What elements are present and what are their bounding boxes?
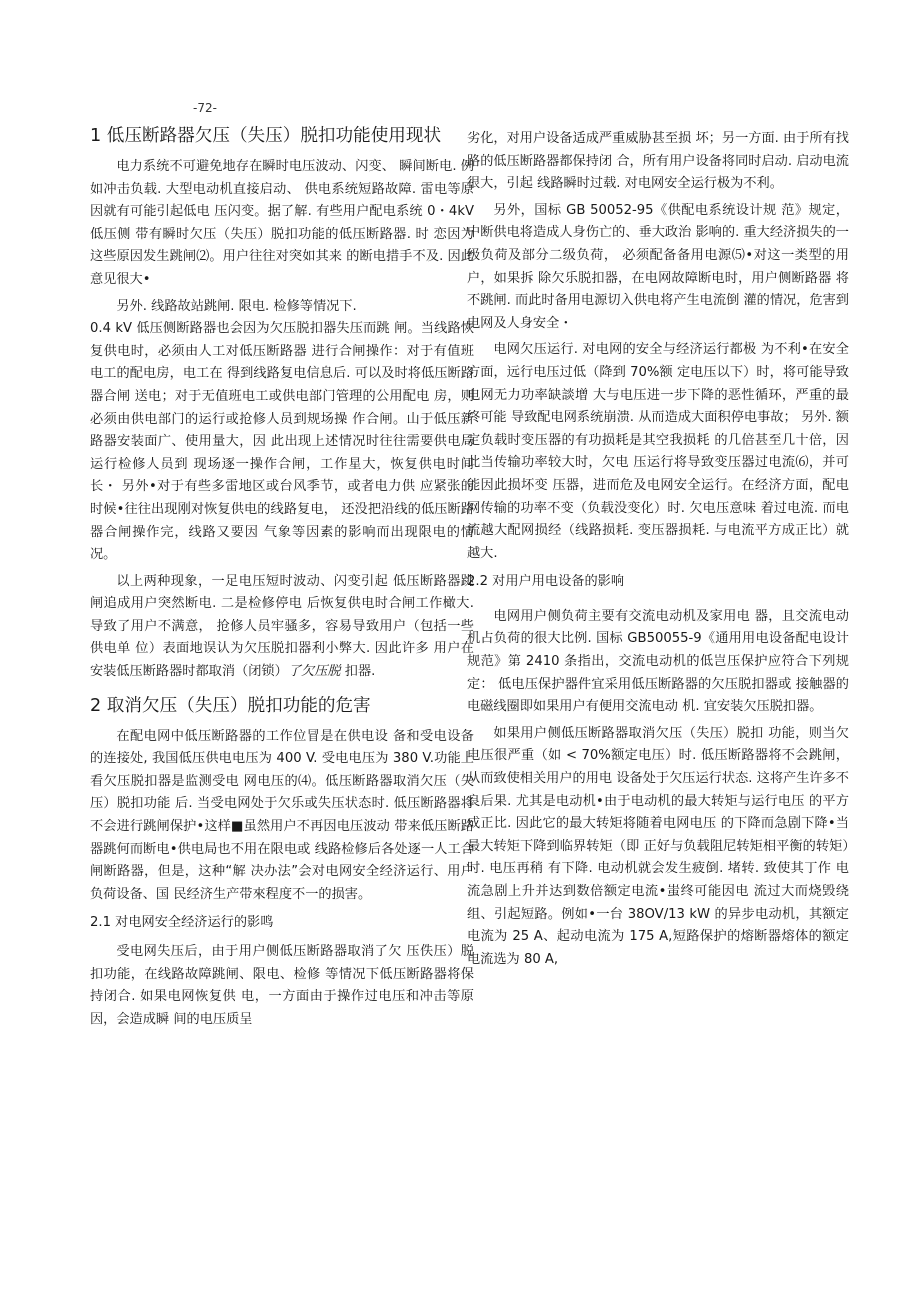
page-number: -72- [193, 101, 217, 115]
paragraph: 电网欠压运行. 对电网的安全与经济运行都极 为不利•在安全方面，远行电压过低（降到 70%额 定电压以下）时，将可能导致电网无力功率缺談增 大与电压进一步下降的恶性循环，严重的最终可能 导致配电网系统崩溃. 从而造成大面积停电事故； 另外. 额定负载时变压器的有功损耗是其空我损耗 的几倍甚至几十倍，因此当传输功率较大时，欠电 压运行将导致变压器过电流⑹，并可能因此损坏变 压器，进而危及电网安全运行。在经济方面，配电 网传输的功率不变（负载没变化）时. 欠电压意味 着过电流. 而电流越大配网损经（线路损耗. 变压器损耗. 与电流平方成正比）就越大. [467, 342, 849, 561]
section-2-heading: 2 取消欠压（失压）脱扣功能的危害 [90, 695, 371, 716]
italic-text: 了欠压脱 [287, 664, 341, 680]
section-2-1-heading: 2.1 对电网安全经济运行的影鸣 [90, 915, 274, 931]
paragraph-text: 扣器. [340, 664, 376, 680]
paragraph: 如果用户侧低压断路器取消欠压（失压）脱扣 功能，则当欠电压很严重（如 < 70%额定电压）时. 低压断路器将不会跳闸，从而致使相关用户的用电 设备处于欠压运行状态. 这将产生许多不良后果. 尤其是电动机•由于电动机的最大转矩与运行电压 的平方成正比. 因此它的最大转矩将随着电网电压 的下降而急剧下降•当最大转矩下降到临界转矩（即 正好与负载阻尼转矩相平衡的转矩）时. 电压再稍 有下降. 电动机就会发生疲倒. 堵转. 致使其丁作 电流急剧上升并达到数倍额定电流•蚩终可能因电 流过大而烧毁绕组、引起短路。例如•一台 38OV/13 kW 的异步电动机，其额定电流为 25 A、起动电流为 175 A,短路保护的熔断器熔体的额定电流选为 80 A, [467, 725, 849, 967]
paragraph: 在配电网中低压断路器的工作位冒是在供电设 备和受电设备的连接处, 我国低压供电电压为 400 V. 受电电压为 380 V.功能上看欠压脱扣器是监测受电 网电压的⑷。低压断路器取消欠压（失压）脱扣功能 后. 当受电网处于欠乐或失压状态时. 低压断路器将 不会进行跳闸保护•这样■虽然用户不再因电压波动 带来低压断路器跳何而断电•供电局也不用在限电或 线路检修后各处逐一人工合闸断路器，但是，这种“解 决办法”会对电网安全经济运行、用户负荷设备、国 民经济生产带來程度不一的损害。 [90, 728, 474, 902]
paragraph: 受电网失压后，由于用户侧低压断路器取消了欠 压佚压）脱扣功能，在线路故障跳闸、限电、检修 等情况下低压断路器将保持闭合. 如果电网恢复供 电，一方面由于操作过电压和冲击等原因，会造成瞬 间的电压质呈 [90, 944, 474, 1027]
paragraph-text: 以上两种现象，一足电压短时波动、闪变引起 低压断路器跳闸追成用户突然断电. 二是检修停电 后恢复供电时合闸工作橄大. 导致了用户不满意， 抢修人员牢骚多，容易导致用户（包括一些供电单 位）表面地误认为欠压脱扣器利小弊大. 因此许多 用户在安装低压断路器时都取消（闭锁） [90, 573, 474, 680]
paragraph: 0.4 kV 低压侧断路器也会因为欠压脱扣器失压而跳 闸。当线路恢复供电时，必须由人工对低压断路器 进行合闸操作：对于有值班电工的配电房，电工在 得到线路复电信息后. 可以及时将低压断路器合闸 送电；对于无值班电工或供电部门管理的公用配电 房，则必须由供电部门的运行或抢修人员到规场操 作合闸。山于低压新路器安装面广、使用量大，因 此出现上述情况时往往需要供电局运行检修人员到 现场逐一操作合闸，工作星大，恢复供电时间长・ 另外•对于有些多雷地区或台风季节，或者电力供 应紧张的时候•往往出现刚对恢复供电的线路复电， 还没把沿线的低压断路器合闸操作完，线路又要因 气象等因素的影响而出现限电的情况。 [90, 321, 474, 563]
paragraph: 电网用户侧负荷主要有交流电动机及家用电 器，且交流电动机占负荷的很大比例. 国标 GB50055-9《通用用电设备配电设计规范》第 2410 条指出，交流电动机的低岂压保护应符合下列规定： 低电压保护器件宜采用低压断路器的欠压脱扣器或 接触器的电磁线圈即如果用户有便用交流电动 机. 宜安装欠压脱扣器。 [467, 608, 849, 715]
section-2-2-heading: 2.2 对用户用电设备的影响 [467, 574, 625, 590]
paragraph: 另外，国标 GB 50052-95《供配电系统设计规 范》规定，中断供电将造成人身伤亡的、垂大政治 影响的. 重大经济损失的一级负荷及部分二级负荷， 必须配备备用电源⑸•对这一类型的用户，如果拆 除欠乐脱扣器，在电网故障断电时，用户侧断路器 将不跳闸. 而此时备用电源切入供电将产生电流倒 灌的情况，危害到电网及人身安全・ [467, 202, 849, 331]
section-1-heading: 1 低压断路器欠压（失压）脱扣功能使用现状 [90, 126, 442, 146]
paragraph [90, 571, 474, 684]
paragraph: 电力系统不可避免地存在瞬时电压波动、闪变、 瞬间断电. 例如冲击负载. 大型电动机直接启动、 供电系统短路故障. 雷电等原因就有可能引起低电 压闪变。据了解. 有些用户配电系统 0・4kV 低压侧 带有瞬时欠压（失压）脱扣功能的低压断路器. 时 恋因为这些原因发生跳闸⑵。用户往往对突如其来 的断电措手不及. 因此意见很大• [90, 159, 474, 287]
right-column [467, 128, 849, 971]
paragraph: 另外. 线路故站跳闸. 限电. 检修等情况下. [116, 298, 357, 314]
left-column [90, 124, 474, 1031]
paragraph: 劣化，对用户设备适成严重威胁甚至损 坏；另一方面. 由于所有找路的低压断路器都保持闭 合，所有用户设备将同时启动. 启动电流很大，引起 线路瞬时过载. 对电网安全运行极为不利。 [467, 131, 849, 192]
